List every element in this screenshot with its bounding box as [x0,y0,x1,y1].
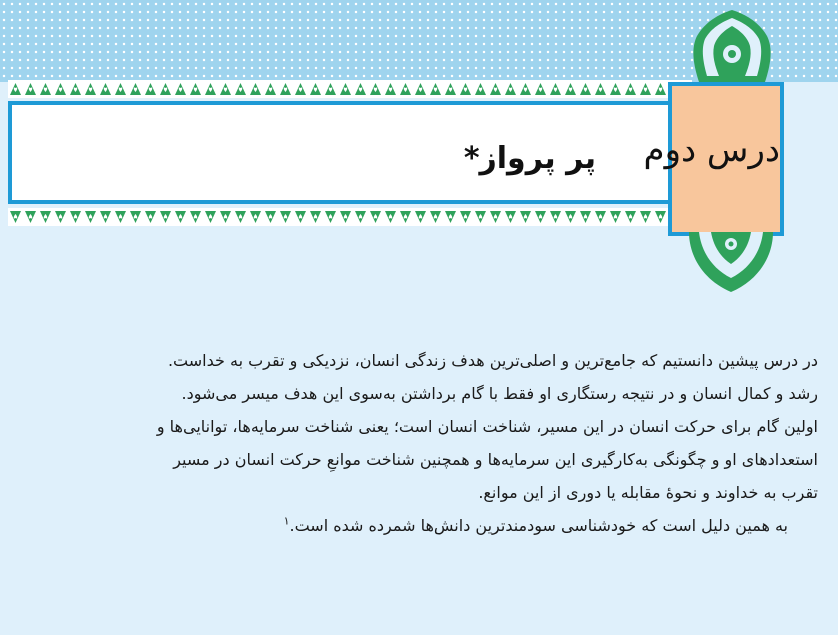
paragraph-line: رشد و کمال انسان و در نتیجه رستگاری او فقط با گام برداشتن به‌سوی این هدف میسر می‌شود. [181,384,818,403]
paragraph-text: به همین دلیل است که خودشناسی سودمندترین دانش‌ها شمرده شده است. [289,516,788,535]
lesson-body-text [28,344,818,542]
paragraph-line-last [28,509,818,542]
lesson-number-box [643,82,784,236]
islamic-medallion-icon [681,232,781,294]
islamic-medallion-icon [687,6,777,86]
paragraph-line: تقرب به خداوند و نحوهٔ مقابله یا دوری از این موانع. [478,483,818,502]
ornament-border-bottom [8,208,692,226]
ornament-border-top [8,80,692,98]
paragraph-line: اولین گام برای حرکت انسان در این مسیر، شناخت انسان است؛ یعنی شناخت سرمایه‌ها، توانایی‌ها و [156,417,818,436]
footnote-marker[interactable]: ۱ [283,514,290,528]
paragraph-line: استعدادهای او و چگونگی به‌کارگیری این سرمایه‌ها و همچنین شناخت موانعِ حرکت انسان در مسیر [173,450,818,469]
lesson-number-label: درس دوم [643,130,780,170]
lesson-title-box [8,101,680,204]
paragraph-line: در درس پیشین دانستیم که جامع‌ترین و اصلی‌ترین هدف زندگی انسان، نزدیکی و تقرب به خداست. [167,351,818,370]
lesson-title: پر پرواز* [463,141,596,176]
